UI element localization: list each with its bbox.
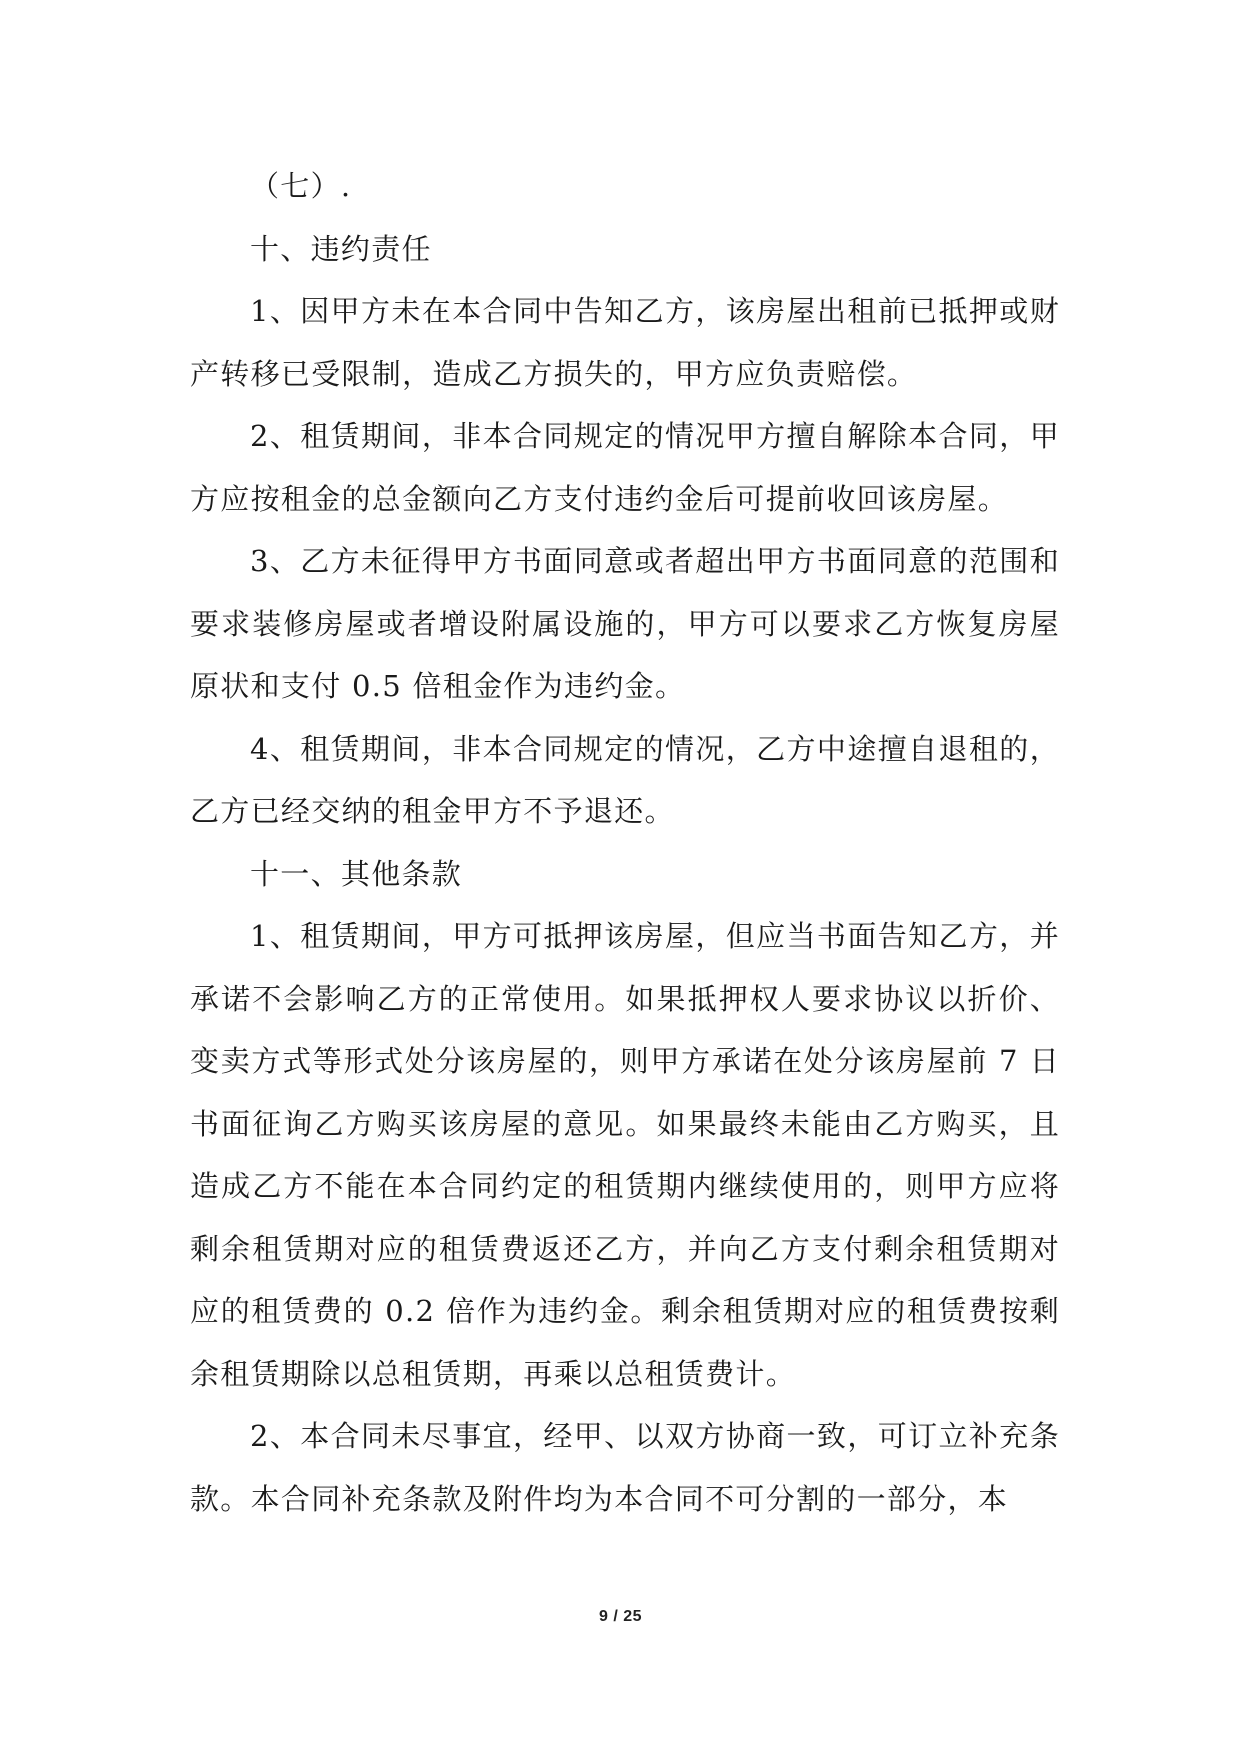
clause-10-3: 3、乙方未征得甲方书面同意或者超出甲方书面同意的范围和要求装修房屋或者增设附属设施的，甲方可以要求乙方恢复房屋原状和支付 0.5 倍租金作为违约金。 — [190, 544, 1060, 703]
clause-10-4: 4、租赁期间，非本合同规定的情况，乙方中途擅自退租的，乙方已经交纳的租金甲方不予退还。 — [190, 731, 1060, 828]
clause-11-2: 2、本合同未尽事宜，经甲、以双方协商一致，可订立补充条款。本合同补充条款及附件均为本合同不可分割的一部分，本 — [190, 1419, 1060, 1516]
page-number: 9 / 25 — [598, 1608, 643, 1625]
paragraph-item-7: （七）. — [250, 169, 352, 203]
document-body — [190, 155, 1060, 1530]
clause-10-2: 2、租赁期间，非本合同规定的情况甲方擅自解除本合同，甲方应按租金的总金额向乙方支付违约金后可提前收回该房屋。 — [190, 419, 1060, 516]
section-heading-breach-liability: 十、违约责任 — [250, 231, 432, 266]
clause-10-1: 1、因甲方未在本合同中告知乙方，该房屋出租前已抵押或财产转移已受限制，造成乙方损失的，甲方应负责赔偿。 — [190, 294, 1060, 391]
clause-11-1: 1、租赁期间，甲方可抵押该房屋，但应当书面告知乙方，并承诺不会影响乙方的正常使用。如果抵押权人要求协议以折价、变卖方式等形式处分该房屋的，则甲方承诺在处分该房屋前 7 日书面征询乙方购买该房屋的意见。如果最终未能由乙方购买，且造成乙方不能在本合同约定的租赁期内继续使用的，则甲方应将剩余租赁期对应的租赁费返还乙方，并向乙方支付剩余租赁期对应的租赁费的 0.2 倍作为违约金。剩余租赁期对应的租赁费按剩余租赁期除以总租赁期，再乘以总租赁费计。 — [190, 919, 1060, 1391]
section-heading-other-terms: 十一、其他条款 — [250, 856, 463, 891]
